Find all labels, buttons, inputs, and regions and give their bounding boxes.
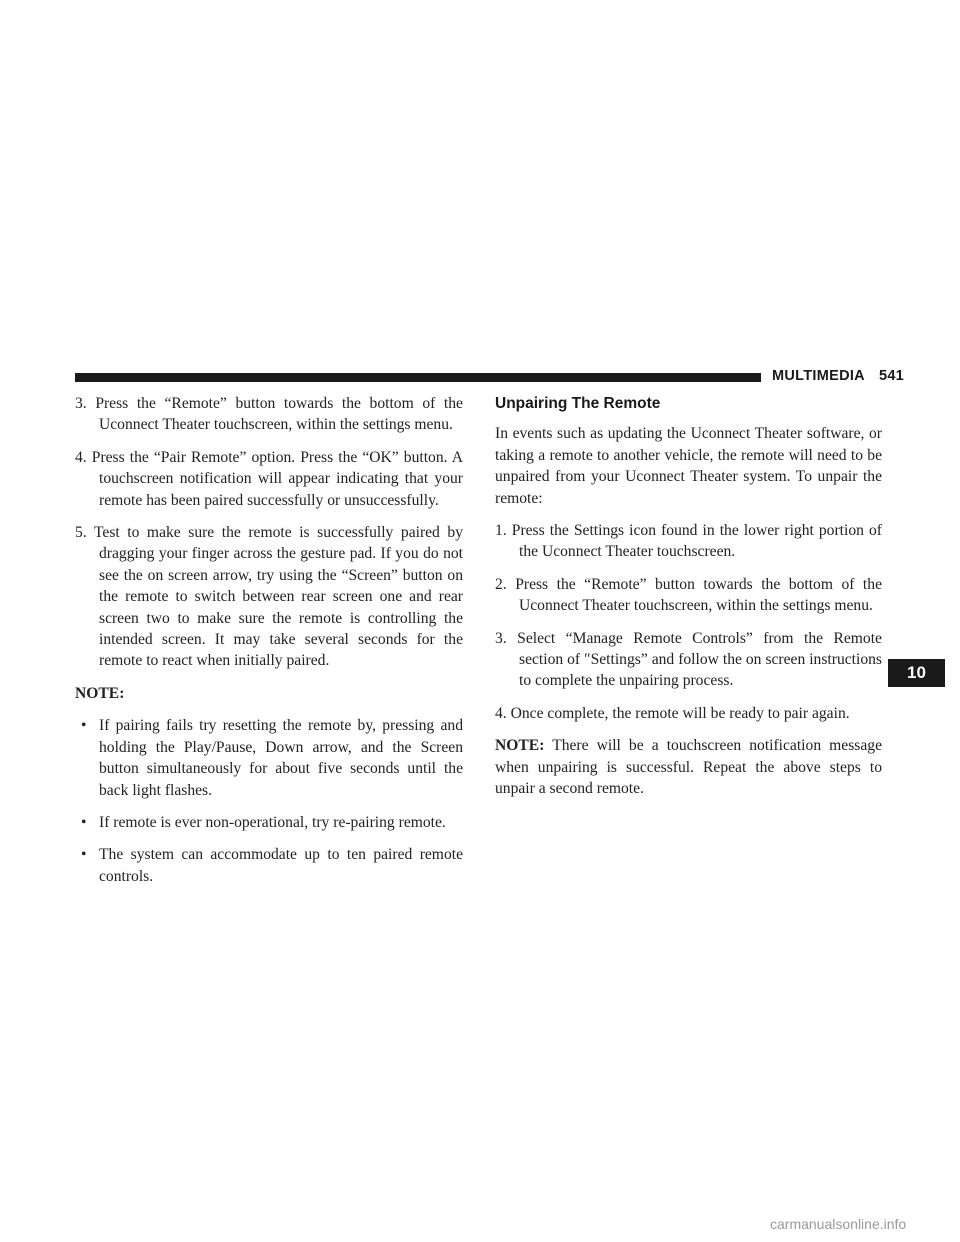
step-text: Test to make sure the remote is successfully paired by dragging your finger across the gesture pad. If you do not see the on screen arrow, try using the “Screen” button on the remote to switch between rear screen one and rear screen two to make sure the remote is controlling the intended screen. It may take several seconds for the remote to react when initially paired. [93,524,463,670]
left-column [75,393,463,898]
unpair-step-4 [495,703,882,724]
unpair-step-3 [495,628,882,692]
step-number: 3. [495,629,507,647]
step-3 [75,393,463,436]
step-4 [75,447,463,511]
step-number: 2. [495,575,507,593]
unpair-step-1 [495,520,882,563]
right-column [495,393,882,811]
bullet-text: If pairing fails try resetting the remote by, pressing and holding the Play/Pause, Down arrow, and the Screen button simultaneously for about five seconds until the back light flashes. [99,717,463,799]
chapter-tab: 10 [888,659,945,687]
step-text: Once complete, the remote will be ready to pair again. [510,704,850,722]
section-heading: Unpairing The Remote [495,395,661,412]
step-number: 3. [75,395,87,412]
step-text: Press the Settings icon found in the lower right portion of the Uconnect Theater touchscreen. [511,522,882,561]
note-bullet-item [75,812,463,833]
header-rule [75,373,761,382]
step-number: 5. [75,524,87,542]
note-title: NOTE: [75,684,125,702]
step-number: 4. [495,704,507,722]
bullet-text: If remote is ever non-operational, try re-pairing remote. [99,813,446,831]
note-bullet-item [75,844,463,887]
step-text: Press the “Pair Remote” option. Press the “OK” button. A touchscreen notification will appear indicating that your remote has been paired successfully or unsuccessfully. [91,448,463,509]
note-bullet-item [75,715,463,801]
step-text: Press the “Remote” button towards the bottom of the Uconnect Theater touchscreen, within the settings menu. [95,395,463,434]
step-number: 4. [75,448,87,466]
step-number: 1. [495,522,507,540]
page-number: 541 [878,368,905,384]
bullet-dot: • [81,813,87,831]
note-paragraph [495,735,882,799]
bullet-text: The system can accommodate up to ten paired remote controls. [99,846,463,885]
intro-paragraph: In events such as updating the Uconnect Theater software, or taking a remote to another vehicle, the remote will need to be unpaired from your Uconnect Theater system. To unpair the remote: [495,425,882,507]
step-5 [75,522,463,672]
section-title: MULTIMEDIA [772,368,865,384]
note-label: NOTE: [495,737,545,755]
watermark: carmanualsonline.info [770,1216,907,1232]
running-header [772,368,904,384]
note-text: There will be a touchscreen notification message when unpairing is successful. Repeat the above steps to unpair a second remote. [495,737,883,798]
bullet-dot: • [81,717,87,735]
step-text: Select “Manage Remote Controls” from the Remote section of ″Settings” and follow the on screen instructions to complete the unpairing process. [517,629,882,690]
unpair-step-2 [495,574,882,617]
bullet-dot: • [81,846,87,864]
step-text: Press the “Remote” button towards the bottom of the Uconnect Theater touchscreen, within the settings menu. [515,575,882,615]
